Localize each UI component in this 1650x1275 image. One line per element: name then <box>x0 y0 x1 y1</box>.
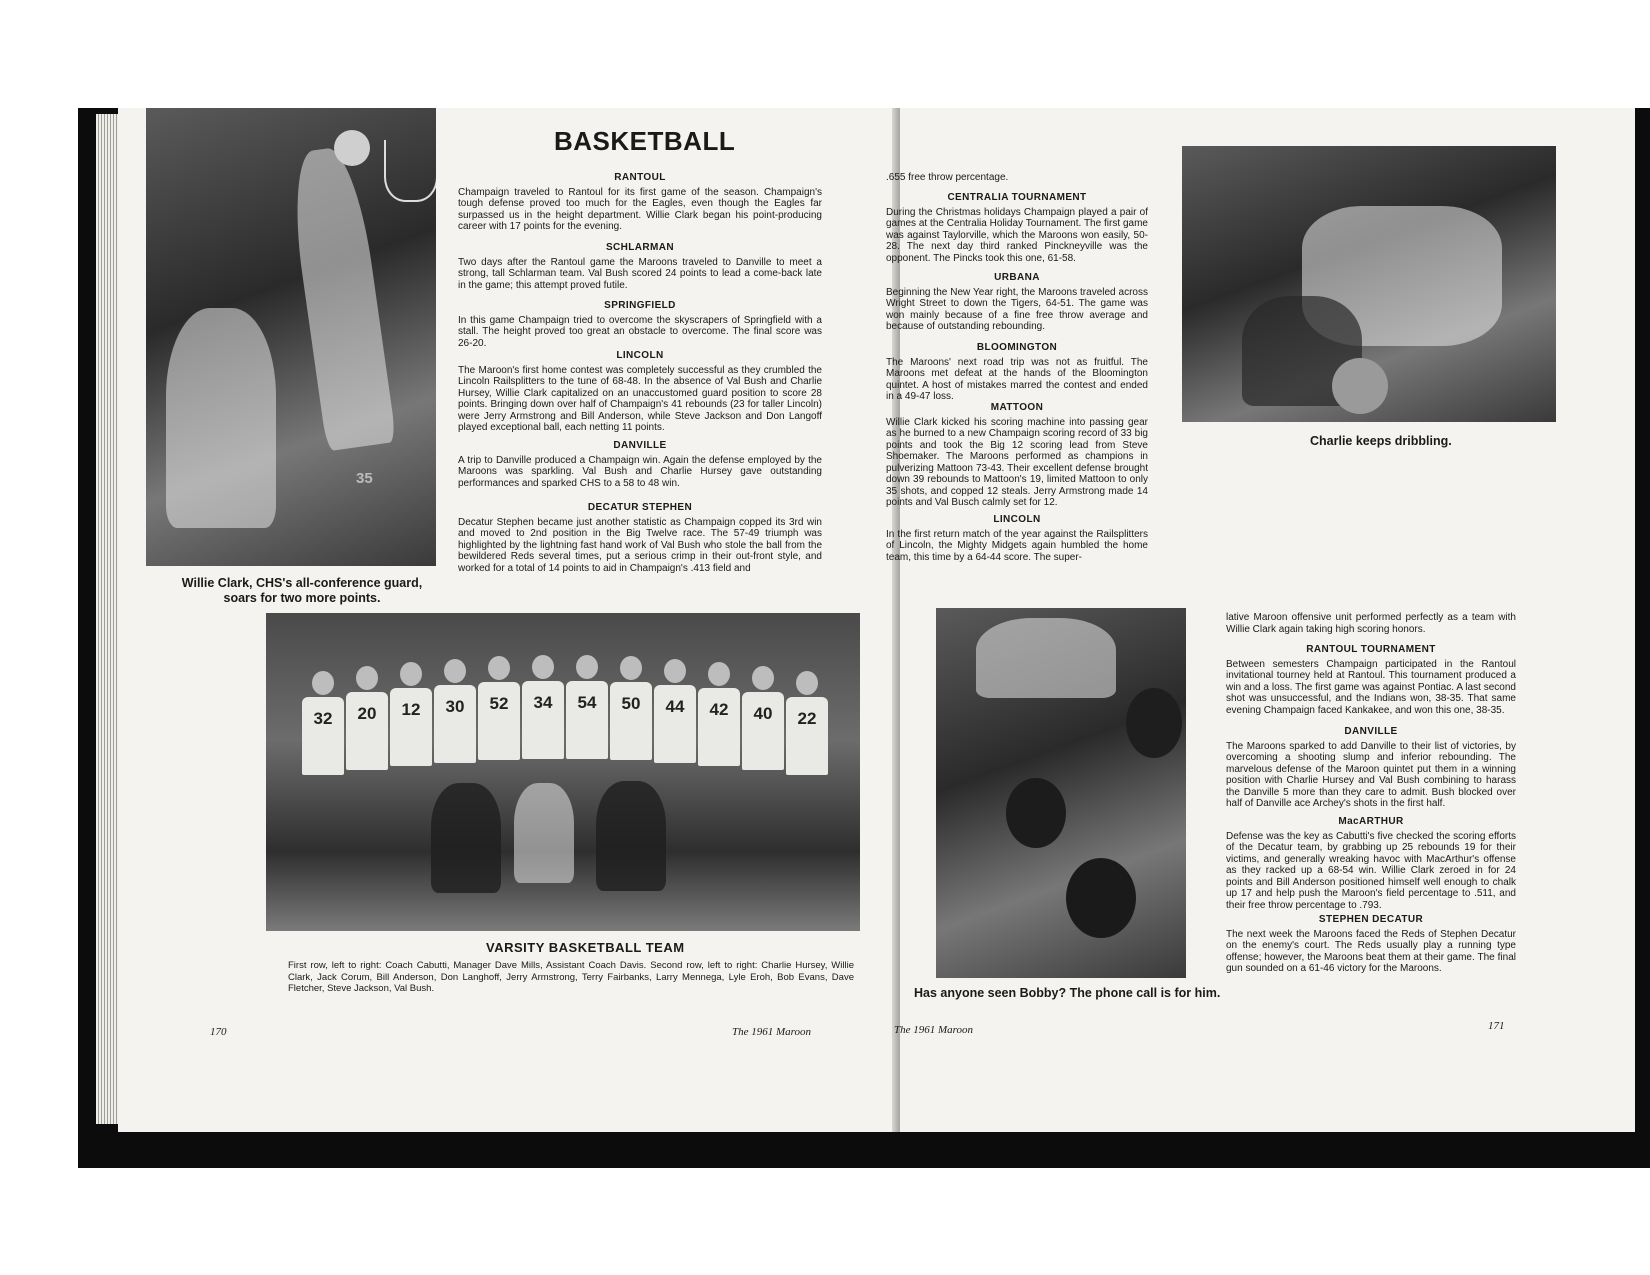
book-title-right: The 1961 Maroon <box>894 1024 974 1036</box>
section-body: The Maroons' next road trip was not as fruitful. The Maroons met defeat at the hands of the Bloomington quintet. A host of mistakes marred the contest and ended in a 49-47 loss. <box>886 356 1148 402</box>
section-body: In this game Champaign tried to overcome the skyscrapers of Springfield with a stall. The height proved too great an obstacle to overcome. The final score was 26-20. <box>458 314 822 349</box>
section-continued <box>886 172 1148 184</box>
section-body: Champaign traveled to Rantoul for its first game of the season. Champaign's tough defense proved too much for the Eagles, even though the Eagles far surpassed us in the height department. Willie Clark began his point-producing career with 17 points for the evening. <box>458 186 822 232</box>
section-heading: MATTOON <box>990 402 1044 413</box>
section-centralia <box>886 192 1148 264</box>
team-roster: First row, left to right: Coach Cabutti, Manager Dave Mills, Assistant Coach Davis. Second row, left to right: Charlie Hursey, Willie Clark, Jack Corum, Bill Anderson, Don Langhoff, Jerry Armstrong, Terry Fairbanks, Larry Mennega, Lyle Eroh, Bob Evans, Dave Fletcher, Steve Jackson, Val Bush. <box>288 960 854 994</box>
player-head <box>664 659 686 683</box>
caption-line: Willie Clark, CHS's all-conference guard, <box>181 576 423 590</box>
jersey-number: 20 <box>346 692 388 770</box>
section-heading: CENTRALIA TOURNAMENT <box>947 192 1087 203</box>
jersey-number: 30 <box>434 685 476 763</box>
ball-icon <box>334 130 370 166</box>
page-title: BASKETBALL <box>554 126 736 156</box>
section-body: A trip to Danville produced a Champaign win. Again the defense employed by the Maroons was sparkling. Val Bush and Charlie Hursey gave outstanding performances and sparked CHS to a 58 to 48 win. <box>458 454 822 489</box>
section-body: Beginning the New Year right, the Maroons traveled across Wright Street to down the Tigers, 64-51. The game was won mainly because of a fine free throw average and because of outstanding rebounding. <box>886 286 1148 332</box>
jersey-number: 34 <box>522 681 564 759</box>
charlie-caption: Charlie keeps dribbling. <box>1310 434 1452 448</box>
page-number-right: 171 <box>1488 1020 1505 1032</box>
section-decatur-stephen <box>458 502 822 574</box>
section-lincoln-return <box>886 514 1148 563</box>
section-body: Between semesters Champaign participated in the Rantoul invitational tourney held at Rantoul. This tournament produced a win and a loss. The first game was against Pontiac. A last second shot was unsuccessful, and the Indians won, 38-35. That same evening Champaign faced Kankakee, and won this one, 38-35. <box>1226 658 1516 716</box>
player-head <box>796 671 818 695</box>
team-players <box>266 613 860 931</box>
section-body: In the first return match of the year against the Railsplitters of Lincoln, the Mighty Midgets again humbled the home team, this time by a 64-44 score. The super- <box>886 528 1148 563</box>
section-heading: RANTOUL TOURNAMENT <box>1306 644 1436 655</box>
section-heading: BLOOMINGTON <box>976 342 1058 353</box>
section-heading: LINCOLN <box>993 514 1041 525</box>
player-head <box>444 659 466 683</box>
section-body: The Maroon's first home contest was completely successful as they crumbled the Lincoln Railsplitters to the tune of 68-48. In the absence of Val Bush and Charlie Hursey, Willie Clark capitalized on an unaccustomed guard position to score 28 points. Bringing down over half of Champaign's 41 rebounds (23 for taller Lincoln) were Jerry Armstrong and Bill Anderson, while Steve Jackson and Don Langoff played exceptional ball, each netting 11 points. <box>458 364 822 433</box>
section-body: The Maroons sparked to add Danville to their list of victories, by overcoming a shooting slump and inferior rebounding. The marvelous defense of the Maroon quintet put them in a winning position with Charlie Hursey and Val Bush combining to harass the Danville 5 more than they care to admit. Bush blocked over half of Danville ace Archey's shots in the first half. <box>1226 740 1516 809</box>
section-urbana <box>886 272 1148 333</box>
book-title-left: The 1961 Maroon <box>732 1026 812 1038</box>
bobby-caption: Has anyone seen Bobby? The phone call is for him. <box>914 986 1221 1000</box>
section-body: The next week the Maroons faced the Reds of Stephen Decatur on the enemy's court. The Reds usually play a running type offense; however, the Maroons beat them at their game. The final gun sounded on a 61-46 victory for the Maroons. <box>1226 928 1516 974</box>
section-springfield <box>458 300 822 349</box>
section-mattoon <box>886 402 1148 509</box>
team-photo <box>266 613 860 931</box>
player-head <box>356 666 378 690</box>
section-heading: DANVILLE <box>613 440 667 451</box>
section-body: Decatur Stephen became just another statistic as Champaign copped its 3rd win and moved to 2nd position in the Big Twelve race. The 57-49 triumph was highlighted by the lightning fast hand work of Val Bush who stole the ball from the bewildered Reds several times, put a serious crimp in their out-front style, and worked for a total of 14 points to aid in Champaign's .413 field and <box>458 516 822 574</box>
section-danville-2 <box>1226 726 1516 810</box>
section-body: Defense was the key as Cabutti's five checked the scoring efforts of the Decatur team, by grabbing up 25 rebounds 19 for their victims, and generally wreaking havoc with MacArthur's offense as they racked up a 68-54 win. Willie Clark zeroed in for 24 points and Bill Anderson positioned himself well enough to chalk up 17 and help push the Maroon's field percentage to .511, and their free throw percentage to .793. <box>1226 830 1516 911</box>
player-head <box>576 655 598 679</box>
section-schlarman <box>458 242 822 291</box>
section-stephen-decatur <box>1226 914 1516 975</box>
team-title: VARSITY BASKETBALL TEAM <box>486 940 685 955</box>
section-rantoul <box>458 172 822 233</box>
section-heading: SPRINGFIELD <box>604 300 676 311</box>
jersey-number: 12 <box>390 688 432 766</box>
jersey-number: 40 <box>742 692 784 770</box>
section-heading: RANTOUL <box>614 172 666 183</box>
jersey-number: 32 <box>302 697 344 775</box>
section-heading: DECATUR STEPHEN <box>587 502 693 513</box>
jersey-number: 44 <box>654 685 696 763</box>
section-heading: DANVILLE <box>1344 726 1398 737</box>
section-lative <box>1226 612 1516 635</box>
jersey-number: 52 <box>478 682 520 760</box>
section-body: lative Maroon offensive unit performed perfectly as a team with Willie Clark again taking high scoring honors. <box>1226 612 1516 635</box>
section-heading: LINCOLN <box>616 350 664 361</box>
player-head <box>708 662 730 686</box>
right-page <box>886 108 1635 1132</box>
player-head <box>752 666 774 690</box>
page-number-left: 170 <box>210 1026 227 1038</box>
caption-line: soars for two more points. <box>223 591 381 605</box>
section-danville <box>458 440 822 489</box>
charlie-photo <box>1182 146 1556 422</box>
section-lincoln <box>458 350 822 434</box>
jersey-number: 22 <box>786 697 828 775</box>
action-jersey-number: 35 <box>356 470 373 487</box>
jersey-number: 54 <box>566 681 608 759</box>
player-head <box>400 662 422 686</box>
section-body: .655 free throw percentage. <box>886 172 1009 183</box>
section-body: Two days after the Rantoul game the Maroons traveled to Danville to meet a strong, tall Schlarman team. Val Bush scored 24 points to lead a come-back late in the game; this attempt proved futile. <box>458 256 822 291</box>
player-head <box>532 655 554 679</box>
willie-caption <box>172 576 432 606</box>
player-head <box>488 656 510 680</box>
section-body: During the Christmas holidays Champaign played a pair of games at the Centralia Holiday Tournament. The first game was against Taylorville, which the Maroons won easily, 50-28. The next day third ranked Pinckneyville was the opponent. The Pincks took this one, 61-58. <box>886 206 1148 264</box>
section-rantoul-tournament <box>1226 644 1516 716</box>
left-page <box>118 108 900 1132</box>
section-body: Willie Clark kicked his scoring machine into passing gear as he burned to a new Champaign scoring record of 33 big points and took the Big 12 scoring lead from Steve Shoemaker. The Maroons performed as champions in pulverizing Mattoon 73-43. Their excellent defense brought down 39 rebounds to Mattoon's 19, limited Mattoon to only 35 shots, and copped 12 steals. Jerry Armstrong made 14 points and Val Busch calmly set for 12. <box>886 416 1148 508</box>
player-head <box>620 656 642 680</box>
willie-clark-photo <box>146 108 436 566</box>
section-heading: URBANA <box>994 272 1040 283</box>
section-heading: STEPHEN DECATUR <box>1318 914 1424 925</box>
hoop-icon <box>384 140 436 202</box>
section-bloomington <box>886 342 1148 403</box>
bobby-photo <box>936 608 1186 978</box>
section-heading: SCHLARMAN <box>605 242 675 253</box>
jersey-number: 42 <box>698 688 740 766</box>
player-head <box>312 671 334 695</box>
section-heading: MacARTHUR <box>1338 816 1404 827</box>
ball-icon <box>1332 358 1388 414</box>
jersey-number: 50 <box>610 682 652 760</box>
section-macarthur <box>1226 816 1516 911</box>
